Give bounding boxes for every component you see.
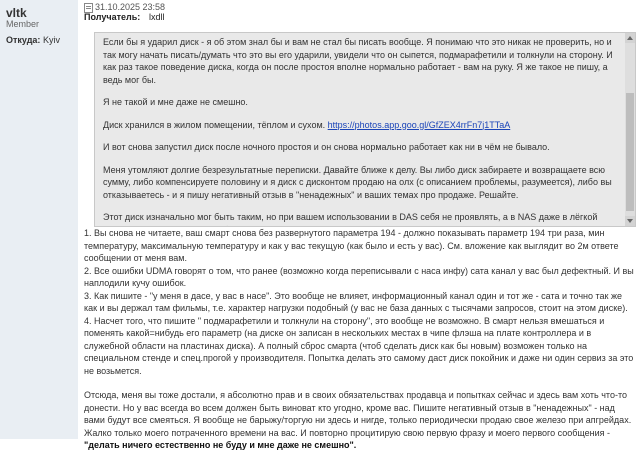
location-label: Откуда: xyxy=(6,35,41,45)
quote-paragraph: Меня утомляют долгие безрезультатные переписки. Давайте ближе к делу. Вы либо диск забираете и возвращаете всю сумму, либо компенсируете половину и я диск с дисконтом продаю на олх (с описанием проблемы, разумеется), либо вы отказываетесь - и я пишу негативный отзыв в "ненадежных" и ваших темах про продаже. Решайте. xyxy=(103,164,612,200)
quote-link-prefix: Диск хранился в жилом помещении, тёплом и сухом. xyxy=(103,119,328,130)
quote-paragraph xyxy=(103,119,620,132)
closing-text: Отсюда, меня вы тоже достали, я абсолютно прав и в своих обязательствах продавца и попытках сейчас и здесь вам хоть что-то донести. Но у вас всегда во всем должен быть виноват кто угодно, кроме вас. Пишите негативный отзыв в "ненадежных" - над вами будут все смеяться. Я вообще не барыжу/торгую ни здесь и нигде, только периодически продаю свое железо при апгрейдах. Жалко только моего потраченного времени на вас. И повторно процитирую свою первую фразу и моего первого сообщения - xyxy=(84,390,632,438)
location-value: Kyiv xyxy=(42,35,60,45)
closing-paragraph xyxy=(84,389,636,452)
author-role: Member xyxy=(6,19,40,29)
quote-paragraph: Если бы я ударил диск - я об этом знал бы и вам не стал бы писать вообще. Я понимаю что это никак не проверить, но и так могу начать писать/думать что это вы его ударили, увидели что он сыпется, подмарафетили и толкнули на сторону. И как раз такое поведение диска, когда он после простоя вполне нормально работает - вам на руку. Я же такое не пишу, а ведь мог бы. xyxy=(103,37,613,85)
photos-link[interactable]: https://photos.app.goo.gl/GfZEX4rrFn7j1TTaA xyxy=(327,119,511,130)
recipient-label: Получатель: xyxy=(84,12,141,22)
body-item: 2. Все ошибки UDMA говорят о том, что ранее (возможно когда переписывали с наса инфу) сата канал у вас был дефектный. И вы наплодили кучу ошибок. xyxy=(84,265,634,288)
body-item: 1. Вы снова не читаете, ваш смарт снова без развернутого параметра 194 - должно показывать параметр 194 три раза, мин температуру, максимальную температуру и как у вас текущую (как было и есть у вас). См. вложение как выглядит во 2м ответе сообщении от меня вам. xyxy=(84,228,619,263)
body-item: 3. Как пишите - "у меня в дасе, у вас в насе". Это вообще не влияет, информационный канал один и тот же - сата и точно так же как и вы держал там фильмы, т.е. характер нагрузки подобный (у вас не база данных с тысячами запросов, стоит на этом диске). xyxy=(84,290,628,313)
author-sidebar xyxy=(0,0,78,439)
quote-paragraph: И вот снова запустил диск после ночного простоя и он снова нормально работает как ни в чём не бывало. xyxy=(103,142,550,152)
post-container xyxy=(78,0,640,450)
post-meta xyxy=(78,0,640,24)
recipient-value[interactable]: lxdll xyxy=(149,12,165,22)
quote-block[interactable] xyxy=(94,32,636,227)
scrollbar-thumb[interactable] xyxy=(626,93,634,211)
spacer xyxy=(84,377,636,389)
post-body xyxy=(84,227,636,452)
scroll-down-icon[interactable] xyxy=(625,216,635,226)
quote-scrollbar[interactable] xyxy=(625,33,635,226)
closing-bold-text: "делать ничего естественно не буду и мне даже не смешно". xyxy=(84,440,357,450)
author-location xyxy=(6,35,60,45)
quote-paragraph: Этот диск изначально мог быть таким, но при вашем использовании в DAS себя не проявлять, а в NAS даже в лёгкой xyxy=(103,212,598,222)
quote-paragraph: Я не такой и мне даже не смешно. xyxy=(103,97,248,107)
quote-text xyxy=(103,36,620,227)
post-date: 31.10.2025 23:58 xyxy=(95,2,166,12)
scroll-up-icon[interactable] xyxy=(625,33,635,43)
body-item: 4. Насчет того, что пишите " подмарафетили и толкнули на сторону", это вообще не возможно. В смарт нельзя вмешаться и поменять какой=нибудь его параметр (на диске он записан в нескольких местах в чипе флэша на плате контроллера и в служебной области на пластинах диска). А полный сброс смарта (чтоб сделать диск как бы новым) возможен только на специальном стенде и спец.прогой у производителя. Попытка делать это самому даст диск покойник и даже ни один сервиз за это не возьмется. xyxy=(84,315,634,376)
author-username[interactable]: vltk xyxy=(6,6,27,20)
